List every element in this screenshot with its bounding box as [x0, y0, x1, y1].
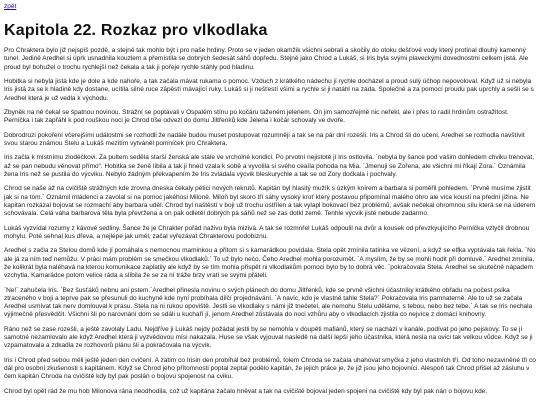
paragraph: Chrod se naše až na cvičiště strážných kde zrovna dneska čekaly pětici nových rekrutů. Kapitán byl hlasitý mužík s úzkým knírem a barbara si poměřil pohledem. `Prvně musíme zjistit jak si na tom.´ Oznámil mládenci a zavolal si na pomoc jakéhosi Miloně. Miloň byl skoro tří sáhy vysoký kroť který postavou připomínal malého ohro ale více kousti na přední jižina. Ne kapitán rozkázal bojovat se rozmachí aby barbara uděl. Chrod byl naštěstí v boji už trochu ostřílen a tak vylapl bokovací bez problémů, avšak nečekal ohromnou sílu která se na úderem schovávala. Celá váha barbarova těla byla převržena a on pak odletěl dobrých pá sáhů než se zas dotkl země. Tenhle výcvik jistě nebude zadarmo.	[4, 185, 536, 218]
paragraph: Iris i Chrod před sebou měli ještě jeden den cvičení. A zatím co Irisin den probíhal bez problémů, tolem Chroda se začala uhahovat smyčka z jeho vlastních tří. Od toho nezaviněné tři co dál pro osobní zkušenosti s kapitánem. Když se Chrod jeho přítomnosti poptal zeptal podělo kapitán, že jejich práce je, že již jsou jeho bojovníci. Alespoň tak Chrod přišel až zásluhu v čem kapitán Chroda na cvičiště kdy byl pak poslán o bojovu spojenost na cviku.	[4, 356, 536, 381]
paragraph: Lukáš vyzvídal rozumy z kávové sedliny. Šance že je Chrakter pořád naživu byla mizivá. A tak se rozmnřel Lukáš odpoulil na dvůr a kousek od převzkyujícího Perníčka vztyčil drobnou mohylu. Poté sehnal kus dřeva, a nejlépe jak uměl, začal vyřezávat Chrakterovu podobiznu.	[4, 224, 530, 240]
paragraph: Hobitka si nebyla jistá kde je dole a kde nahoře, a tak začala mávat rukama o pomoc. Vzduch z krátkého nádechu jí rychle docházel a proud sulý účhop nepovoloval. Když už si nebyla Iris jistá za se k hladině kdy dostane, ucítila silné ruce zápěstí mávající ruky. Lukáš si ji nešťestí všimi a rychle si ji natáhl na záda. Společně a za pomocí proudu pak uprchly a sešli se s Aredhel která je už vedla k východu.	[4, 77, 534, 102]
chapter-body	[4, 47, 536, 402]
paragraph: Iris začla k místnímu zloděčkovi. Za pultem seděla starší ženská ale stále ve vrcholné kondici. Po prvotní nejistotě jí Iris ostlovila. `nebyla by šance pod vašim dohledem chviku trénovat, až se pan nebudu věnovat přímo“. Hobitka se ženě líbila a tak ji hned vzala k sobě a vyvolila si svého ceaíla pohoda na Mia. `Jmenuji se Zořena, ale všichni mi říkají Zora.´ Oznámila žena Iris než se pustila do výcviku. Nebylo žádným překvapením že Iris zvládala výcvik bleskurychle a tak se od Zory dočkala i pochvaly.	[4, 154, 534, 178]
chapter-title: Kapitola 22. Rozkaz pro vlkodlaka	[4, 22, 268, 39]
paragraph: Chrod byl opět rád že mu hob Milonova rána neodhodila, což už kapitána začalo hněvat a tak na cvičiště bojoval jeden spojení na cvičiště kdy byl pak nán o bojovu kde.	[4, 387, 488, 395]
back-link[interactable]: zpět	[4, 3, 17, 10]
paragraph: Pro Chraktera bylo již nejspíš pozdě, a stejně tak mohlo být i pro naše hrdiny. Proto se v jeden okamžik všichni sebrali a skočily do otoku dešťové vody který protínal dlouhý kamenný tunel. Jedině Aredhel si úprk usnadnila kouzlem a přemístila se dobrých šedesát sáhů dopředu. Stejně jako Chrod a Lukáš, si Iris byla svými plaveckými dovednostmi celkem jistá. Ale proud byl bohužel o trochu rychlejší než čekala a tak ji pořeje rychle stáhly pod hladinu.	[4, 47, 529, 71]
paragraph: Zbyněk na ně čekal se špatnou novinou. Strážní se poptávali v Ospalém stínu po kočáru taženém jelenem. On jim samozřejmě nic neřekl, ale i přes to radil hrdinům ostražitost. Perníčka i tak zapřáhl k pod rouškou noci je Chrod tíše odvezl do domu Jiltřenků kde Jelena i kočár schovaly ve dvoře.	[4, 108, 509, 125]
paragraph: Ráno než se zase rozešli, a ještě zavolaly Ladu. Nejdříve ji Lukáš nejdy požádal jestli by se nemohla v doupěti mafiánů, který se nachází v kanále, podívat po jeho pejskovy. To se jí samotné nezamlovalo ale když Aredhel která ji vyzvědovou mísi nakazala. Huse se však vyjouval nasledě na další lepší jeho účastníka, která nesla na ovici tak velkou vůdce. Když se ji vzpamatovala a zdkadla ze rozhovorů plánu šli a pokračovala na výcvik.	[4, 325, 533, 350]
paragraph: Dobrodruzi pokoření včerejšími událostmi se rozhodli že nadále budou muset postupovat rozumněji a tak se na pár dní rozešli. Iris a Chrod šli do učení, Aredhel se rozhodla navštívit svou starou známou Stelu a Lukáš mezitím vytváněl pomníček pro Chraktera.	[4, 131, 525, 147]
paragraph: `Ne!´ zahučela Iris. `Bez šusťáků nebnu ani pstem.´Aredhel přinesla novinu o svých plánech do domu Jiltřenků, kde se prvně všichni účastníky krátkého obřadu na počest psíka ztraceného v boji a teprve pak se přesunuli do kuchyně kde nyní probíhala dílčí projednávání. `A navíc, kdo je vlastně tahle Stela?´ Pokračovala Iris pamnaterně. Ale to už se začala Aredhel usmívat tak nerv domlouval k prasu. Stela na ni rukou opoviště. Jestli se vlkodlaky s námi již tnečetel, ale nemohu Stelu uděláme, s tebou, nebo bez tebe.´ A tak se Iris nechala výjimečně přesvědčit. Všichni šli po narovnání dom se sdáli u kuchaří jí, jenom Aredhel zůstávala do noci vzhůru aby o vlkodlacích zjistila co nejvíce z domácí knihovny.	[4, 286, 533, 319]
paragraph: Aredhel s začla za Stelou domů kde jí pomáhala s nemocnou maminkou a přitom si s kamarádkou povídala. Stela opět zmínila tatínka ve vězení, a když se elfka vyptávala tak řekla. `No ale já za ním teď nemůžu. V práci mám problém se smečkou vlkodlaků.´ To už bylo nečo, Čeho Aredhel mohla porozumět. `A myslím, že by se mohli hodit při domluvě.´ Aredhel zmínila, že kolikrát byla naléhavá na kterou komunikace zaplatily ale když by se tím mohla přispět ni vlkodlakům pomoci bylo by to dobrá věc. `pokračovala Stela. Aredhel se skutečně nápadem vzchytla. Kamarádce potom velice ráda a slíbila že se za ní tráže brzy vratí se svými přáteli.	[4, 247, 536, 280]
